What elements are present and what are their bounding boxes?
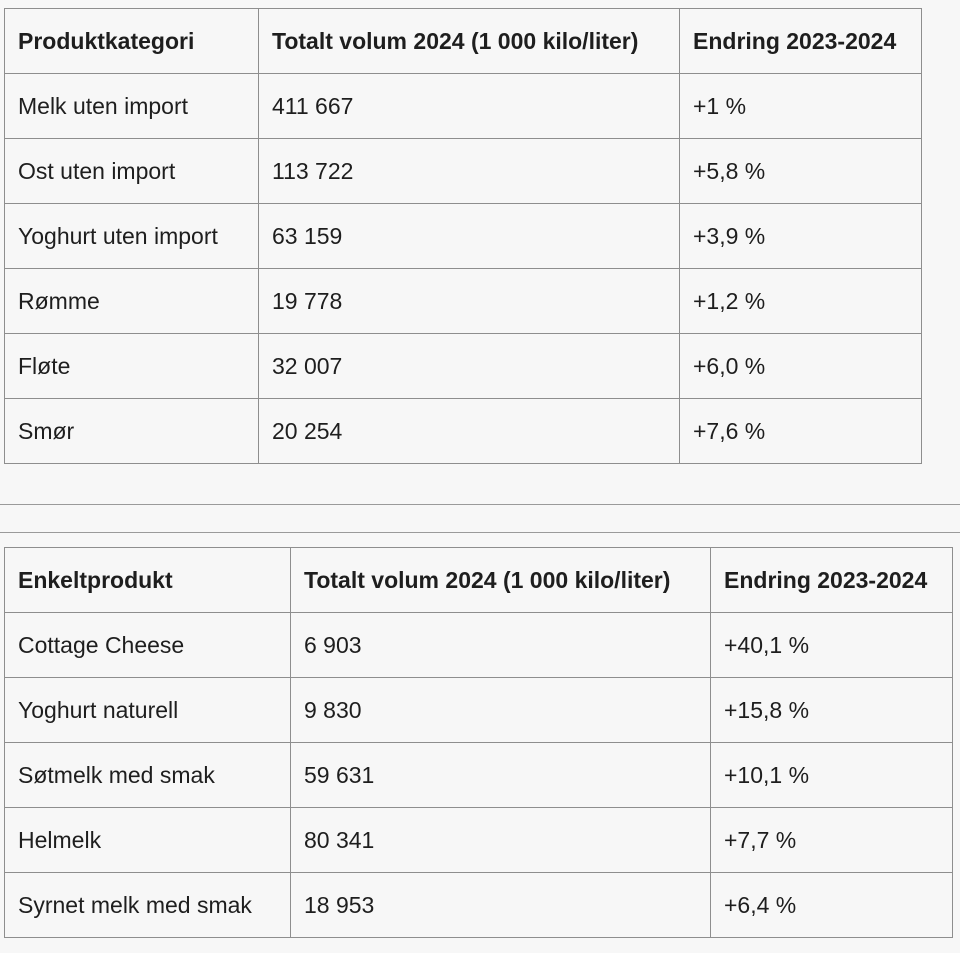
cell-change: +6,4 % [711,873,953,938]
header-total-volume: Totalt volum 2024 (1 000 kilo/liter) [291,548,711,613]
header-change: Endring 2023-2024 [680,9,922,74]
table-row [5,743,953,808]
cell-change: +1,2 % [680,269,922,334]
cell-product: Syrnet melk med smak [5,873,291,938]
cell-category: Yoghurt uten import [5,204,259,269]
cell-change: +5,8 % [680,139,922,204]
cell-change: +7,7 % [711,808,953,873]
cell-change: +40,1 % [711,613,953,678]
table-row [5,613,953,678]
single-product-panel [0,532,960,953]
table-row [5,399,922,464]
table-header-row [5,9,922,74]
cell-change: +6,0 % [680,334,922,399]
cell-product: Cottage Cheese [5,613,291,678]
cell-volume: 63 159 [259,204,680,269]
cell-volume: 80 341 [291,808,711,873]
cell-category: Ost uten import [5,139,259,204]
cell-category: Melk uten import [5,74,259,139]
header-product-category: Produktkategori [5,9,259,74]
table-header-row [5,548,953,613]
header-single-product: Enkeltprodukt [5,548,291,613]
cell-change: +7,6 % [680,399,922,464]
cell-volume: 9 830 [291,678,711,743]
table-row [5,678,953,743]
cell-category: Fløte [5,334,259,399]
table-row [5,873,953,938]
cell-volume: 411 667 [259,74,680,139]
cell-volume: 32 007 [259,334,680,399]
table-row [5,808,953,873]
cell-volume: 59 631 [291,743,711,808]
cell-change: +10,1 % [711,743,953,808]
cell-change: +1 % [680,74,922,139]
product-category-table [4,8,922,464]
cell-volume: 6 903 [291,613,711,678]
header-total-volume: Totalt volum 2024 (1 000 kilo/liter) [259,9,680,74]
cell-product: Søtmelk med smak [5,743,291,808]
table-row [5,74,922,139]
header-change: Endring 2023-2024 [711,548,953,613]
cell-volume: 18 953 [291,873,711,938]
cell-category: Rømme [5,269,259,334]
cell-change: +3,9 % [680,204,922,269]
cell-volume: 20 254 [259,399,680,464]
cell-volume: 113 722 [259,139,680,204]
cell-category: Smør [5,399,259,464]
single-product-table [4,547,953,938]
cell-change: +15,8 % [711,678,953,743]
cell-volume: 19 778 [259,269,680,334]
cell-product: Helmelk [5,808,291,873]
table-row [5,204,922,269]
table-row [5,269,922,334]
table-row [5,334,922,399]
table-row [5,139,922,204]
cell-product: Yoghurt naturell [5,678,291,743]
